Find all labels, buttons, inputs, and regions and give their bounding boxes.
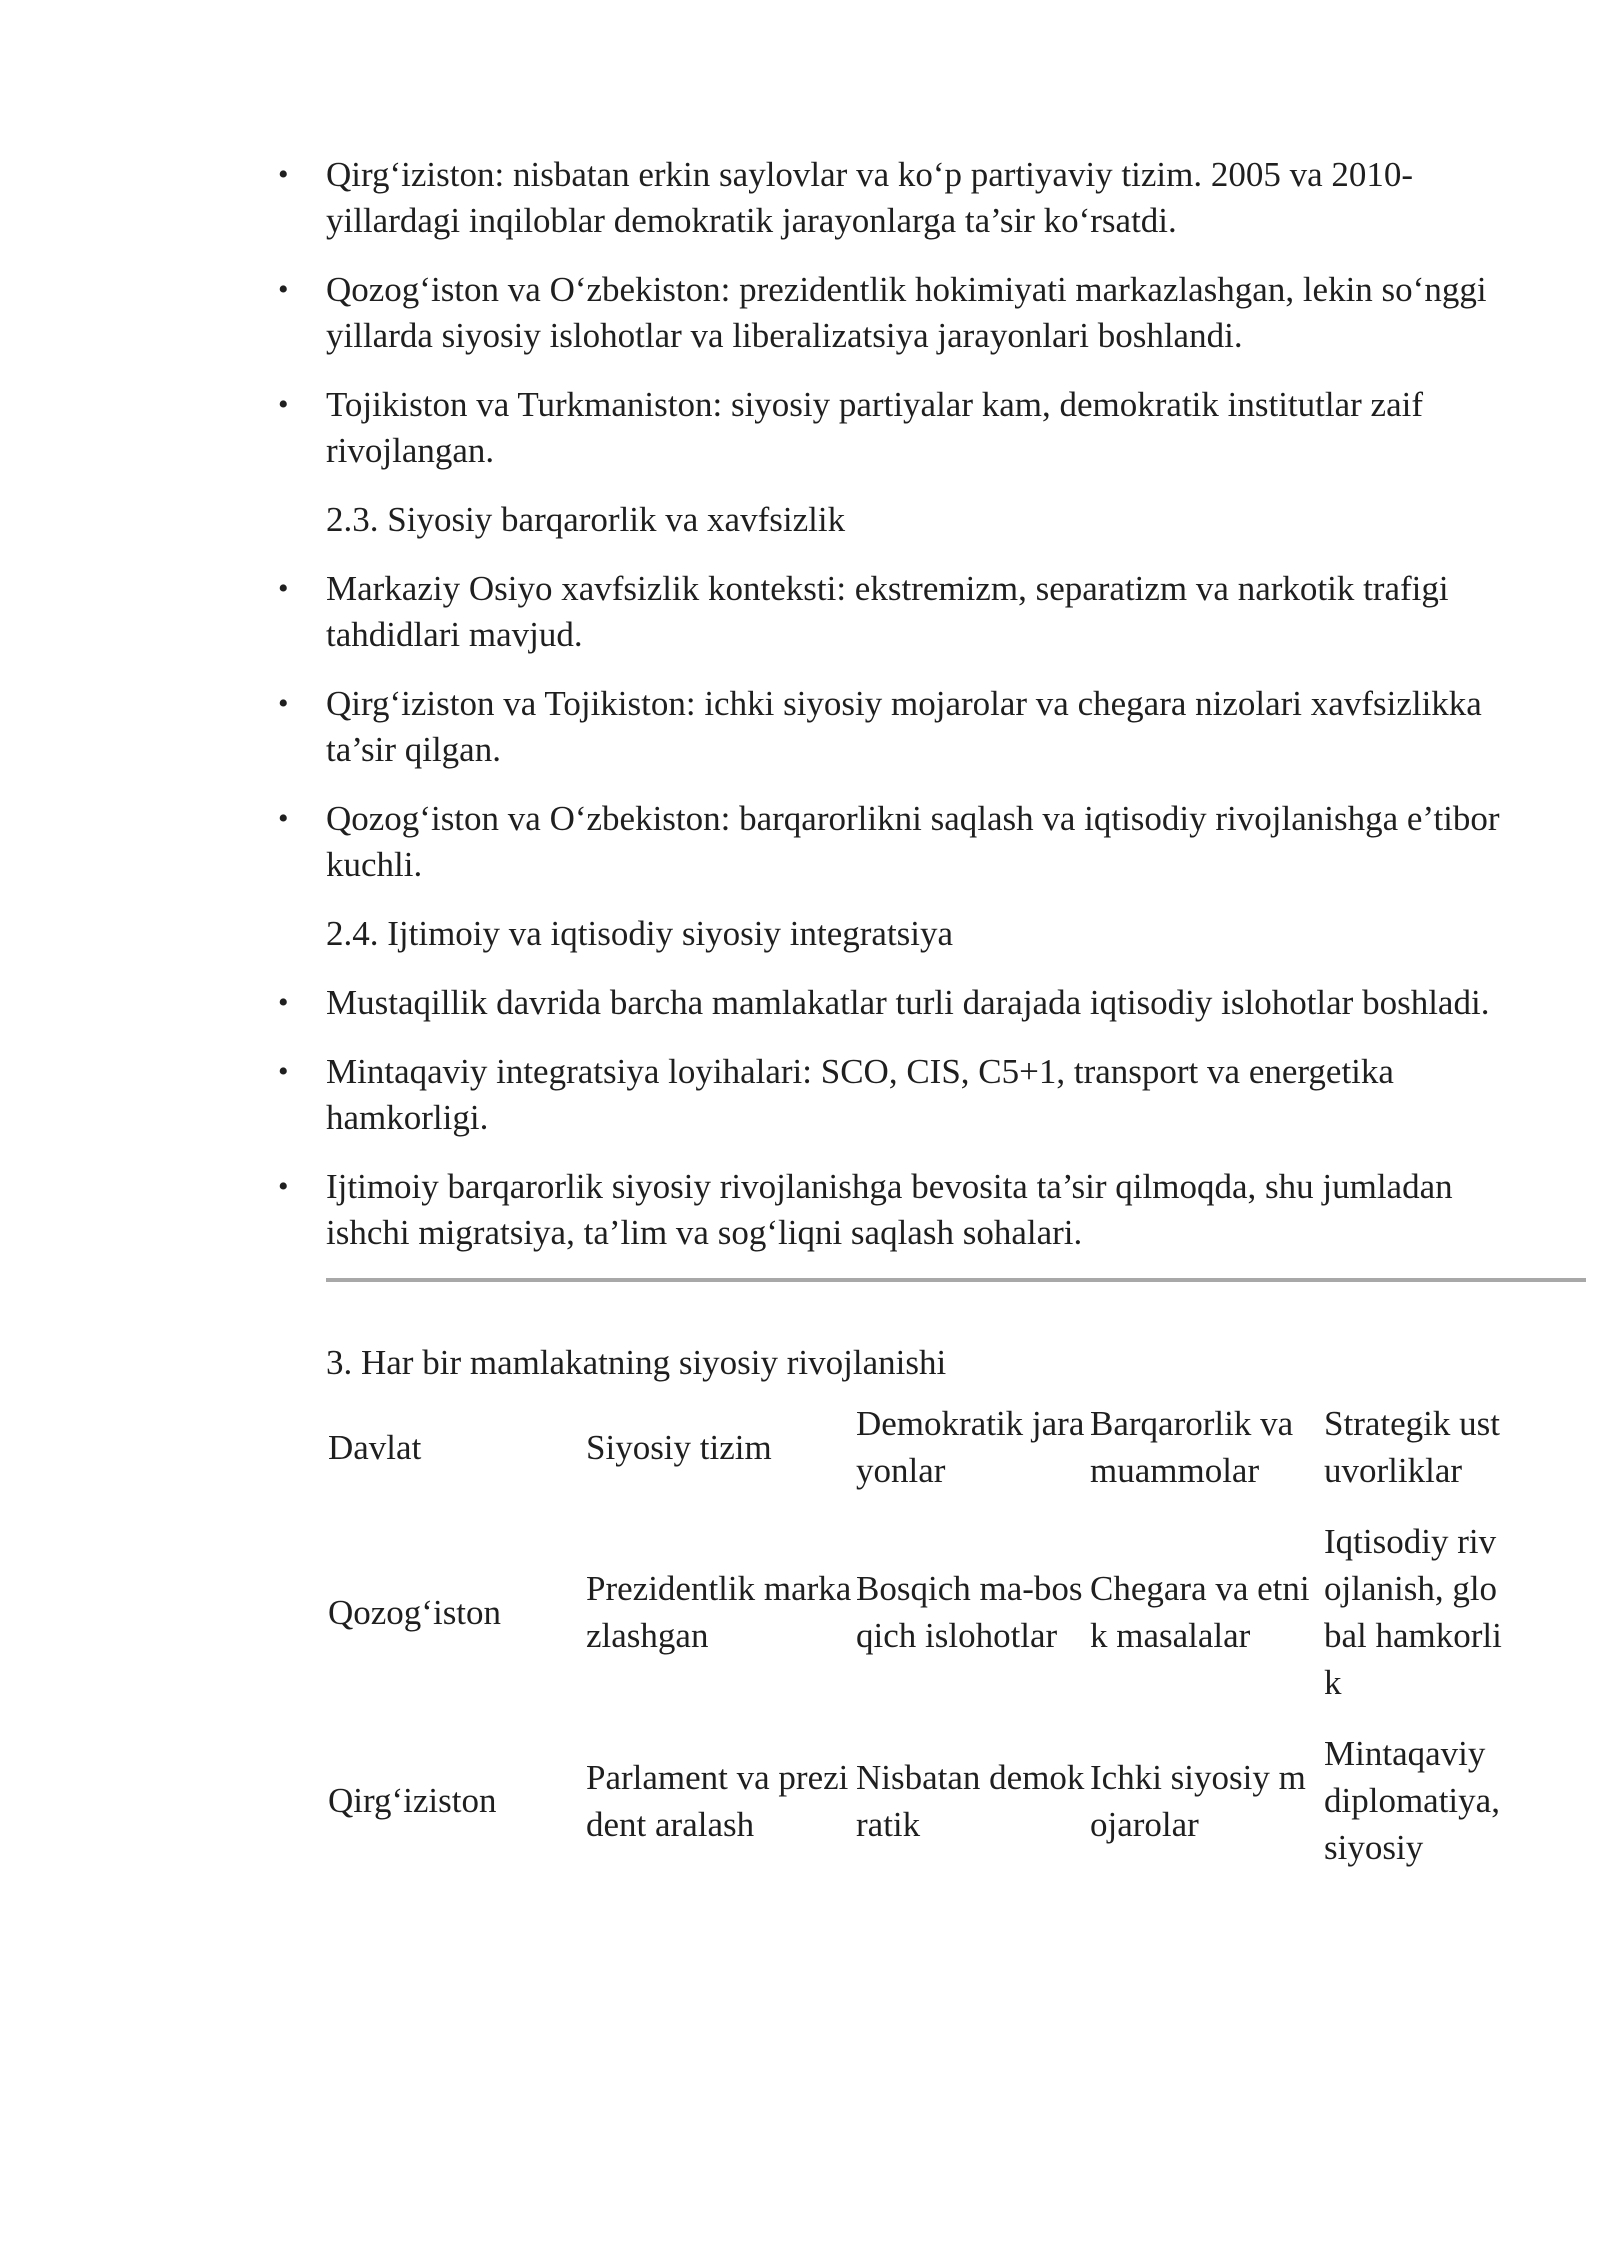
table-cell: Qozog‘iston: [328, 1592, 502, 1632]
list-item-text: Qirg‘iziston: nisbatan erkin saylovlar va ko‘p partiyaviy tizim. 2005 va 2010-yillardagi inqiloblar demokratik jarayonlarga ta’sir ko‘rsatdi.: [326, 155, 1414, 240]
bullet-icon: •: [278, 802, 289, 835]
list-item: [278, 382, 1576, 474]
table-cell: Mintaqaviy diplomatiya, siyosiy: [1324, 1734, 1500, 1867]
table-cell: Ichki siyosiy mojarolar: [1090, 1757, 1306, 1844]
table-cell: Nisbatan demokratik: [856, 1757, 1085, 1844]
list-item-text: Qirg‘iziston va Tojikiston: ichki siyosiy mojarolar va chegara nizolari xavfsizlikka ta’sir qilgan.: [326, 684, 1482, 769]
list-item: [278, 796, 1576, 888]
list-item: [278, 1164, 1576, 1256]
table-header-cell: Davlat: [328, 1427, 422, 1467]
list-item: [278, 681, 1576, 773]
list-item: [278, 152, 1576, 244]
table-header-cell: Strategik ustuvorliklar: [1324, 1404, 1500, 1490]
section-title-3: 3. Har bir mamlakatning siyosiy rivojlanishi: [326, 1343, 947, 1382]
section-heading-2-4: 2.4. Ijtimoiy va iqtisodiy siyosiy integratsiya: [326, 914, 954, 953]
bullet-icon: •: [278, 1055, 289, 1088]
table-cell: Prezidentlik markazlashgan: [586, 1569, 852, 1655]
table-header-cell: Barqarorlik va muammolar: [1090, 1404, 1294, 1490]
intro-bullet-list: [278, 152, 1576, 474]
horizontal-divider: [326, 1278, 1586, 1282]
list-item-text: Ijtimoiy barqarorlik siyosiy rivojlanishga bevosita ta’sir qilmoqda, shu jumladan ishchi migratsiya, ta’lim va sog‘liqni saqlash sohalari.: [326, 1167, 1453, 1252]
bullet-icon: •: [278, 158, 289, 191]
table-cell: Parlament va prezident aralash: [586, 1757, 849, 1844]
security-bullet-list: [278, 566, 1576, 888]
table-row: [326, 1730, 1504, 1895]
list-item-text: Mustaqillik davrida barcha mamlakatlar turli darajada iqtisodiy islohotlar boshladi.: [326, 983, 1490, 1022]
list-item-text: Qozog‘iston va O‘zbekiston: prezidentlik hokimiyati markazlashgan, lekin so‘nggi yillarda siyosiy islohotlar va liberalizatsiya jarayonlari boshlandi.: [326, 270, 1487, 355]
list-item: [278, 1049, 1576, 1141]
bullet-icon: •: [278, 986, 289, 1019]
table-row: [326, 1518, 1504, 1730]
list-item-text: Tojikiston va Turkmaniston: siyosiy partiyalar kam, demokratik institutlar zaif rivojlangan.: [326, 385, 1423, 470]
table-cell: Iqtisodiy rivojlanish, global hamkorlik: [1324, 1522, 1502, 1702]
table-cell: Qirg‘iziston: [328, 1781, 497, 1820]
section-heading-2-3: 2.3. Siyosiy barqarorlik va xavfsizlik: [326, 500, 846, 539]
list-item-text: Qozog‘iston va O‘zbekiston: barqarorlikni saqlash va iqtisodiy rivojlanishga e’tibor kuchli.: [326, 799, 1500, 884]
table-header-cell: Siyosiy tizim: [586, 1427, 772, 1467]
table-cell: Chegara va etnik masalalar: [1090, 1569, 1310, 1655]
bullet-icon: •: [278, 273, 289, 306]
list-item-text: Markaziy Osiyo xavfsizlik konteksti: ekstremizm, separatizm va narkotik trafigi tahdidlari mavjud.: [326, 569, 1449, 654]
table-header-row: [326, 1400, 1504, 1518]
table-header-cell: Demokratik jarayonlar: [856, 1404, 1085, 1490]
list-item-text: Mintaqaviy integratsiya loyihalari: SCO, CIS, C5+1, transport va energetika hamkorligi.: [326, 1052, 1394, 1137]
integration-bullet-list: [278, 980, 1576, 1256]
country-table: [326, 1400, 1504, 1895]
bullet-icon: •: [278, 687, 289, 720]
list-item: [278, 566, 1576, 658]
table-cell: Bosqich ma-bosqich islohotlar: [856, 1569, 1083, 1655]
bullet-icon: •: [278, 388, 289, 421]
page-content: [278, 152, 1576, 1895]
bullet-icon: •: [278, 572, 289, 605]
list-item: [278, 267, 1576, 359]
bullet-icon: •: [278, 1170, 289, 1203]
list-item: [278, 980, 1576, 1026]
